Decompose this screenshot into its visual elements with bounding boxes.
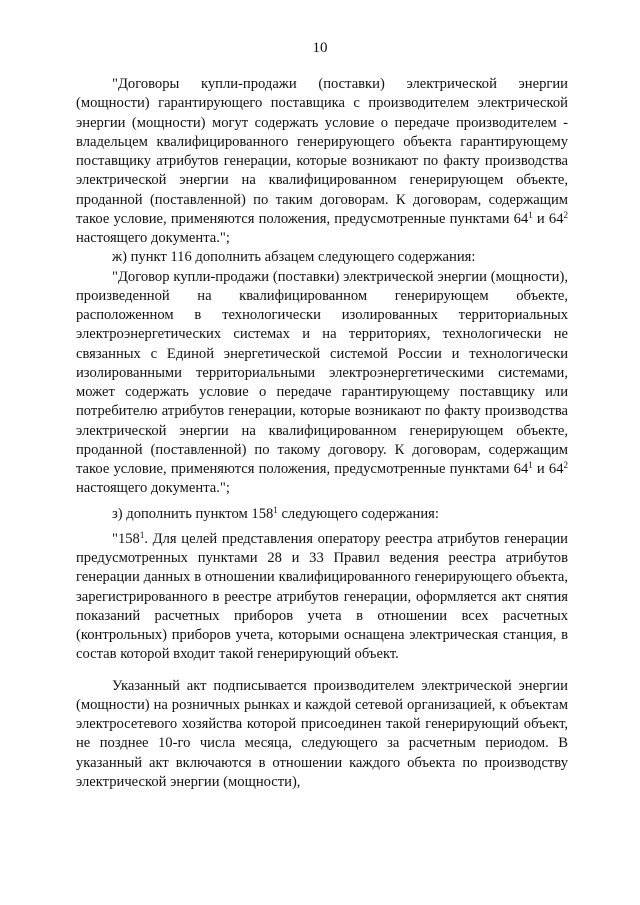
document-body [76, 75, 568, 792]
superscript: 1 [273, 504, 278, 515]
paragraph-text: "158 [112, 530, 140, 547]
paragraph-point-158-1 [76, 530, 568, 665]
paragraph-contracts-supplier [76, 75, 568, 248]
superscript: 2 [563, 209, 568, 220]
paragraph-text: "Договоры купли-продажи (поставки) электрической энергии (мощности) гарантирующего поставщика с производителем электрической энергии (мощности) могут содержать условие о передаче производителем - владельцем квалифицированного генерирующего объекта гарантирующему поставщику атрибутов генерации, которые возникают по факту производства электрической энергии на квалифицированном генерирующем объекте, проданной (поставленной) по таким договорам. К договорам, содержащим такое условие, применяются положения, предусмотренные пунктами 64 [76, 76, 568, 227]
paragraph-text: з) дополнить пунктом 158 [112, 505, 274, 522]
paragraph-item-zh: ж) пункт 116 дополнить абзацем следующего содержания: [112, 249, 476, 266]
paragraph-text: следующего содержания: [277, 505, 439, 522]
paragraph-text: и 64 [532, 210, 564, 227]
paragraph-text: . Для целей представления оператору реестра атрибутов генерации предусмотренных пунктами 28 и 33 Правил ведения реестра атрибутов генерации данных в отношении квалифицированного генерирующего объекта, зарегистрированного в реестре атрибутов генерации, оформляется акт снятия показаний расчетных приборов учета в отношении всех расчетных (контрольных) приборов учета, которыми оснащена электрическая станция, в состав которой входит такой генерирующий объект. [76, 530, 568, 663]
superscript: 1 [528, 209, 533, 220]
paragraph-text: и 64 [532, 461, 564, 477]
superscript: 2 [563, 460, 568, 470]
superscript: 1 [139, 529, 145, 540]
paragraph-text: настоящего документа."; [76, 480, 230, 497]
superscript: 1 [528, 460, 533, 470]
paragraph-text: настоящего документа."; [76, 230, 230, 246]
paragraph-act-signing: Указанный акт подписывается производителем электрической энергии (мощности) на розничных рынках и каждой сетевой организацией, к объектам электросетевого хозяйства которой присоединен такой генерирующий объект, не позднее 10-го числа месяца, следующего за расчетным периодом. В указанный акт включаются в отношении каждого объекта по производству электрической энергии (мощности), [76, 677, 568, 790]
page-number: 10 [312, 40, 328, 56]
paragraph-contract-isolated-systems [76, 268, 568, 499]
paragraph-text: "Договор купли-продажи (поставки) электрической энергии (мощности), произведенной на квалифицированном генерирующем объекте, расположенном в технологически изолированных территориальных электроэнергетических системах и на территориях, технологически не связанных с Единой энергетической системой России и технологически изолированными территориальными электроэнергетическими системами, может содержать условие о передаче гарантирующему поставщику или потребителю атрибутов генерации, которые возникают по факту производства электрической энергии на квалифицированном генерирующем объекте, проданной (поставленной) по такому договору. К договорам, содержащим такое условие, применяются положения, предусмотренные пунктами 64 [76, 268, 568, 477]
paragraph-item-z [76, 505, 568, 524]
